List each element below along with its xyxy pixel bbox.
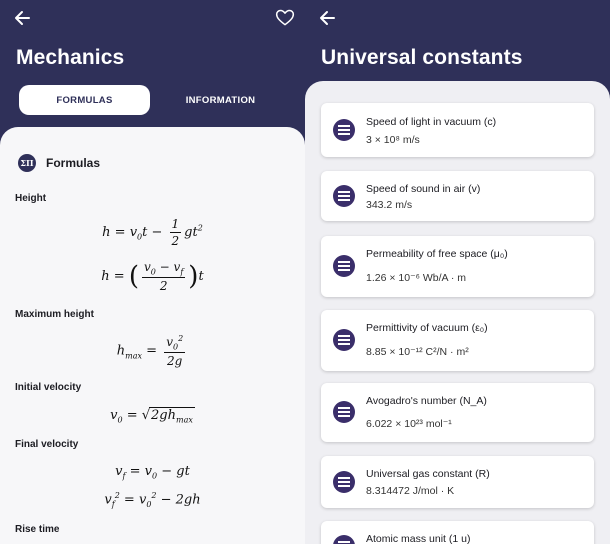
constant-card[interactable] [321, 521, 594, 544]
formula-final-velocity-2: $v_f^2 = v_0^2 - 2gh$ [104, 491, 201, 509]
list-icon [333, 471, 355, 493]
formula-label-height: Height [15, 193, 47, 204]
list-icon [333, 119, 355, 141]
formula-section-icon: ΣΠ [18, 154, 36, 172]
formula-label-max-height: Maximum height [15, 309, 94, 320]
constant-value: 3 × 10⁸ m/s [366, 134, 420, 146]
constant-value: 6.022 × 10²³ mol⁻¹ [366, 418, 452, 430]
list-icon [333, 185, 355, 207]
page-title: Universal constants [321, 46, 523, 69]
formula-height-2: h = ( $\frac{v_0 - v_f}{2}$ )t [101, 260, 204, 294]
constant-card[interactable] [321, 103, 594, 157]
constant-value: 1.26 × 10⁻⁶ Wb/A · m [366, 272, 467, 284]
constants-screen [305, 0, 610, 544]
tab-bar [18, 85, 286, 115]
constant-value: 8.85 × 10⁻¹² C²/N · m² [366, 346, 469, 358]
constant-card[interactable] [321, 236, 594, 297]
back-arrow-icon[interactable] [318, 8, 336, 28]
constant-card[interactable] [321, 310, 594, 371]
list-icon [333, 401, 355, 423]
tab-formulas[interactable]: FORMULAS [19, 85, 150, 115]
list-icon [333, 255, 355, 277]
constant-name: Universal gas constant (R) [366, 468, 490, 480]
formula-final-velocity-1: $v_f = v_0$ − gt [115, 464, 190, 481]
constant-name: Atomic mass unit (1 u) [366, 533, 471, 544]
constants-list [305, 81, 610, 544]
constant-card[interactable] [321, 456, 594, 508]
favorite-heart-icon[interactable] [275, 8, 295, 28]
formula-height-1: $h = v_0t$ − $\frac{1}{2}$ $gt^2$ [102, 217, 203, 248]
tab-information[interactable]: INFORMATION [185, 94, 256, 106]
constant-name: Permittivity of vacuum (ε₀) [366, 322, 488, 334]
constant-name: Speed of light in vacuum (c) [366, 116, 497, 128]
section-title: Formulas [46, 156, 101, 170]
constant-name: Speed of sound in air (v) [366, 183, 481, 195]
formulas-sheet [0, 127, 305, 544]
formula-label-rise-time: Rise time [15, 524, 60, 535]
back-arrow-icon[interactable] [13, 8, 31, 28]
formula-label-initial-velocity: Initial velocity [15, 382, 82, 393]
constant-value: 8.314472 J/mol · K [366, 485, 455, 497]
top-bar [0, 8, 305, 32]
constant-card[interactable] [321, 171, 594, 221]
formula-initial-velocity: $v_0 = √2gh_{max}$ [110, 408, 193, 425]
list-icon [333, 329, 355, 351]
top-bar [305, 8, 610, 32]
constant-name: Avogadro's number (N_A) [366, 395, 487, 407]
section-header [18, 154, 100, 172]
list-icon [333, 535, 355, 544]
constant-name: Permeability of free space (μ₀) [366, 248, 508, 260]
constant-card[interactable] [321, 383, 594, 442]
formula-max-height: $h_{max}$ = $\frac{v_0^2}{2g}$ [116, 334, 184, 369]
page-title: Mechanics [16, 46, 125, 69]
constant-value: 343.2 m/s [366, 199, 413, 211]
formula-label-final-velocity: Final velocity [15, 439, 79, 450]
